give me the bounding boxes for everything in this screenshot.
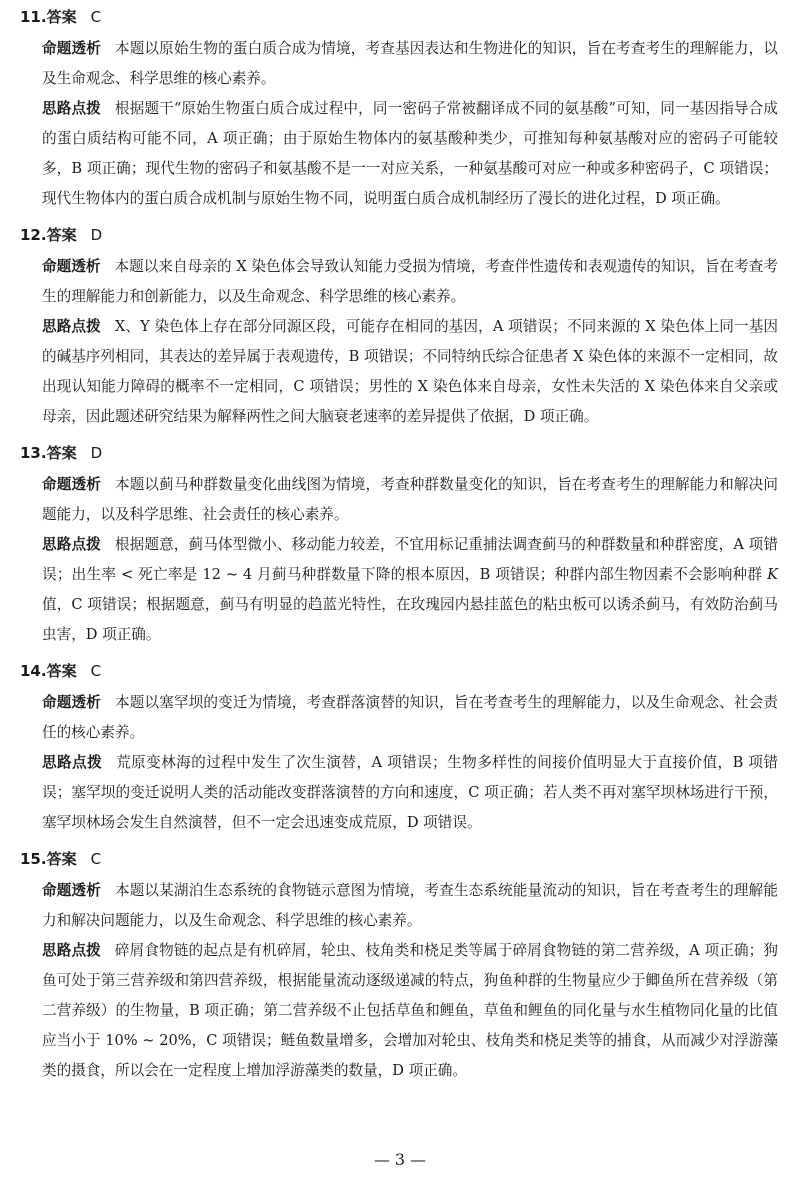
analysis-text: 本题以原始生物的蛋白质合成为情境，考查基因表达和生物进化的知识，旨在考查考生的理解能力，以及生命观念、科学思维的核心素养。 (42, 40, 778, 87)
hint-text: 碎屑食物链的起点是有机碎屑，轮虫、枝角类和桡足类等属于碎屑食物链的第二营养级，A 项正确；狗鱼可处于第三营养级和第四营养级，根据能量流动逐级递减的特点，狗鱼种群的生物量应少于鲫鱼所在营养级（第二营养级）的生物量，B 项正确；第二营养级不止包括草鱼和鲤鱼，草鱼和鲤鱼的同化量与水生植物同化量的比值应当小于 10% ~ 20%，C 项错误；鲢鱼数量增多，会增加对轮虫、枝角类和桡足类等的捕食，从而减少对浮游藻类的摄食，所以会在一定程度上增加浮游藻类的数量，D 项正确。 (42, 942, 778, 1079)
answer-choice: C (90, 662, 102, 680)
answer-choice: C (90, 850, 102, 868)
question-15 (0, 848, 800, 1086)
hint-label: 思路点拨 (42, 318, 101, 335)
answer-label: 答案 (46, 8, 77, 26)
analysis-label: 命题透析 (42, 882, 101, 899)
k-value-symbol: K (767, 566, 778, 583)
answer-choice: D (90, 444, 103, 462)
answer-label: 答案 (46, 850, 77, 868)
question-14 (0, 660, 800, 838)
analysis-paragraph (42, 876, 778, 936)
hint-paragraph (42, 94, 778, 214)
hint-text-part-2: 值，C 项错误；根据题意，蓟马有明显的趋蓝光特性，在玫瑰园内悬挂蓝色的粘虫板可以诱杀蓟马，有效防治蓟马虫害，D 项正确。 (42, 596, 778, 643)
hint-paragraph (42, 748, 778, 838)
analysis-text: 本题以某湖泊生态系统的食物链示意图为情境，考查生态系统能量流动的知识，旨在考查考生的理解能力和解决问题能力，以及生命观念、科学思维的核心素养。 (42, 882, 778, 929)
analysis-text: 本题以塞罕坝的变迁为情境，考查群落演替的知识，旨在考查考生的理解能力，以及生命观念、社会责任的核心素养。 (42, 694, 778, 741)
hint-paragraph (42, 312, 778, 432)
hint-label: 思路点拨 (42, 942, 101, 959)
answer-label: 答案 (46, 226, 77, 244)
question-12 (0, 224, 800, 432)
answer-line (0, 660, 800, 682)
question-number: 12. (20, 226, 47, 244)
analysis-label: 命题透析 (42, 476, 101, 493)
answer-choice: C (90, 8, 102, 26)
answer-line (0, 848, 800, 870)
analysis-paragraph (42, 470, 778, 530)
analysis-text: 本题以蓟马种群数量变化曲线图为情境，考查种群数量变化的知识，旨在考查考生的理解能力和解决问题能力，以及科学思维、社会责任的核心素养。 (42, 476, 778, 523)
analysis-label: 命题透析 (42, 258, 101, 275)
answer-line (0, 6, 800, 28)
analysis-text: 本题以来自母亲的 X 染色体会导致认知能力受损为情境，考查伴性遗传和表观遗传的知识，旨在考查考生的理解能力和创新能力，以及生命观念、科学思维的核心素养。 (42, 258, 778, 305)
hint-text: 荒原变林海的过程中发生了次生演替，A 项错误；生物多样性的间接价值明显大于直接价值，B 项错误；塞罕坝的变迁说明人类的活动能改变群落演替的方向和速度，C 项正确；若人类不再对塞罕坝林场进行干预，塞罕坝林场会发生自然演替，但不一定会迅速变成荒原，D 项错误。 (42, 754, 778, 831)
answer-line (0, 442, 800, 464)
question-11 (0, 6, 800, 214)
answer-choice: D (90, 226, 103, 244)
analysis-paragraph (42, 688, 778, 748)
analysis-paragraph (42, 252, 778, 312)
hint-label: 思路点拨 (42, 100, 101, 117)
answer-label: 答案 (46, 444, 77, 462)
answer-label: 答案 (46, 662, 77, 680)
page-number: — 3 — (373, 1150, 427, 1169)
hint-label: 思路点拨 (42, 536, 101, 553)
question-13 (0, 442, 800, 650)
question-number: 13. (20, 444, 47, 462)
hint-text: X、Y 染色体上存在部分同源区段，可能存在相同的基因，A 项错误；不同来源的 X 染色体上同一基因的碱基序列相同，其表达的差异属于表观遗传，B 项错误；不同特纳氏综合征患者 X 染色体的来源不一定相同，故出现认知能力障碍的概率不一定相同，C 项错误；男性的 X 染色体来自母亲，女性未失活的 X 染色体来自父亲或母亲，因此题述研究结果为解释两性之间大脑衰老速率的差异提供了依据，D 项正确。 (42, 318, 778, 425)
answer-line (0, 224, 800, 246)
hint-paragraph (42, 530, 778, 650)
hint-paragraph (42, 936, 778, 1086)
analysis-label: 命题透析 (42, 40, 101, 57)
question-number: 14. (20, 662, 47, 680)
question-number: 15. (20, 850, 47, 868)
hint-text: 根据题干“原始生物蛋白质合成过程中，同一密码子常被翻译成不同的氨基酸”可知，同一基因指导合成的蛋白质结构可能不同，A 项正确；由于原始生物体内的氨基酸种类少，可推知每种氨基酸对应的密码子可能较多，B 项正确；现代生物的密码子和氨基酸不是一一对应关系，一种氨基酸可对应一种或多种密码子，C 项错误；现代生物体内的蛋白质合成机制与原始生物不同，说明蛋白质合成机制经历了漫长的进化过程，D 项正确。 (42, 100, 778, 207)
hint-label: 思路点拨 (42, 754, 103, 771)
analysis-label: 命题透析 (42, 694, 101, 711)
hint-text-part-1: 根据题意，蓟马体型微小、移动能力较差，不宜用标记重捕法调查蓟马的种群数量和种群密度，A 项错误；出生率 < 死亡率是 12 ~ 4 月蓟马种群数量下降的根本原因，B 项错误；种群内部生物因素不会影响种群 (42, 536, 778, 583)
question-number: 11. (20, 8, 47, 26)
analysis-paragraph (42, 34, 778, 94)
